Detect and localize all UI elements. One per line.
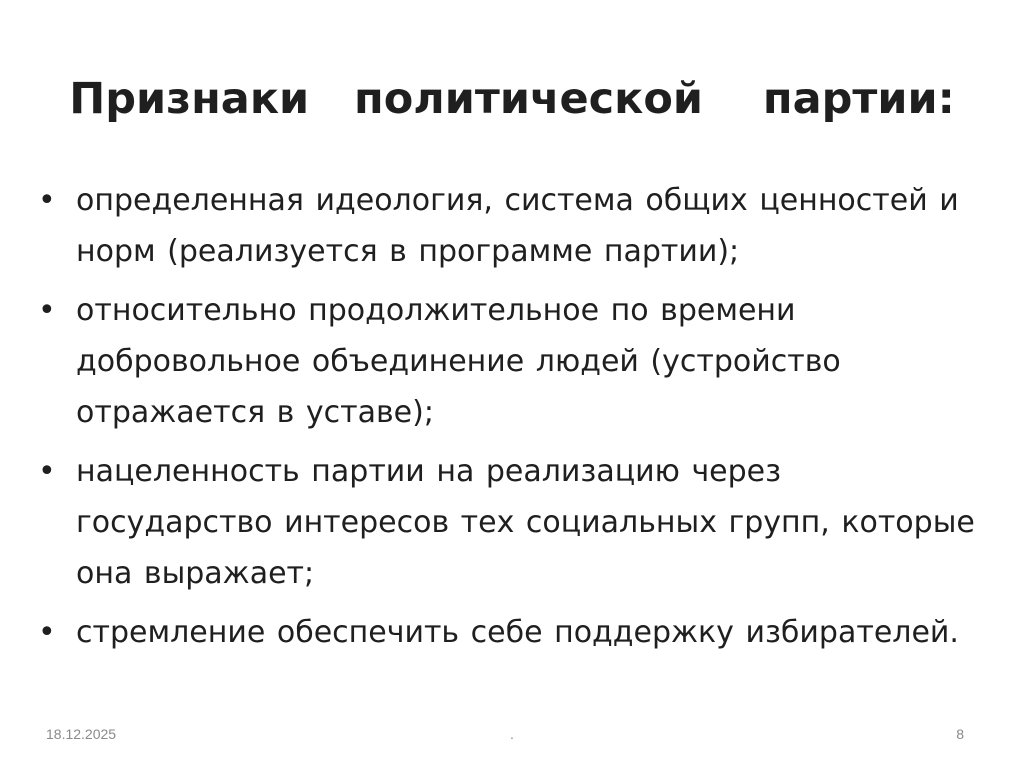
bullet-item — [38, 175, 988, 277]
slide-title: Признаки политической партии: — [69, 74, 955, 124]
bullet-item — [38, 285, 988, 438]
bullet-marker: • — [38, 183, 56, 218]
bullet-marker: • — [38, 454, 56, 489]
bullet-marker: • — [38, 615, 56, 650]
bullet-item — [38, 446, 988, 599]
footer-center-text: . — [510, 726, 514, 742]
bullet-text: стремление обеспечить себе поддержку избирателей. — [76, 615, 959, 650]
bullet-marker: • — [38, 293, 56, 328]
bullet-text: нацеленность партии на реализацию через государство интересов тех социальных групп, которые она выражает; — [76, 454, 975, 591]
bullet-text: определенная идеология, система общих ценностей и норм (реализуется в программе партии); — [76, 183, 959, 269]
page-number: 8 — [956, 726, 964, 742]
bullet-list — [38, 175, 988, 666]
bullet-text: относительно продолжительное по времени добровольное объединение людей (устройство отражается в уставе); — [76, 293, 841, 430]
footer-date: 18.12.2025 — [46, 726, 117, 742]
bullet-item — [38, 607, 988, 658]
